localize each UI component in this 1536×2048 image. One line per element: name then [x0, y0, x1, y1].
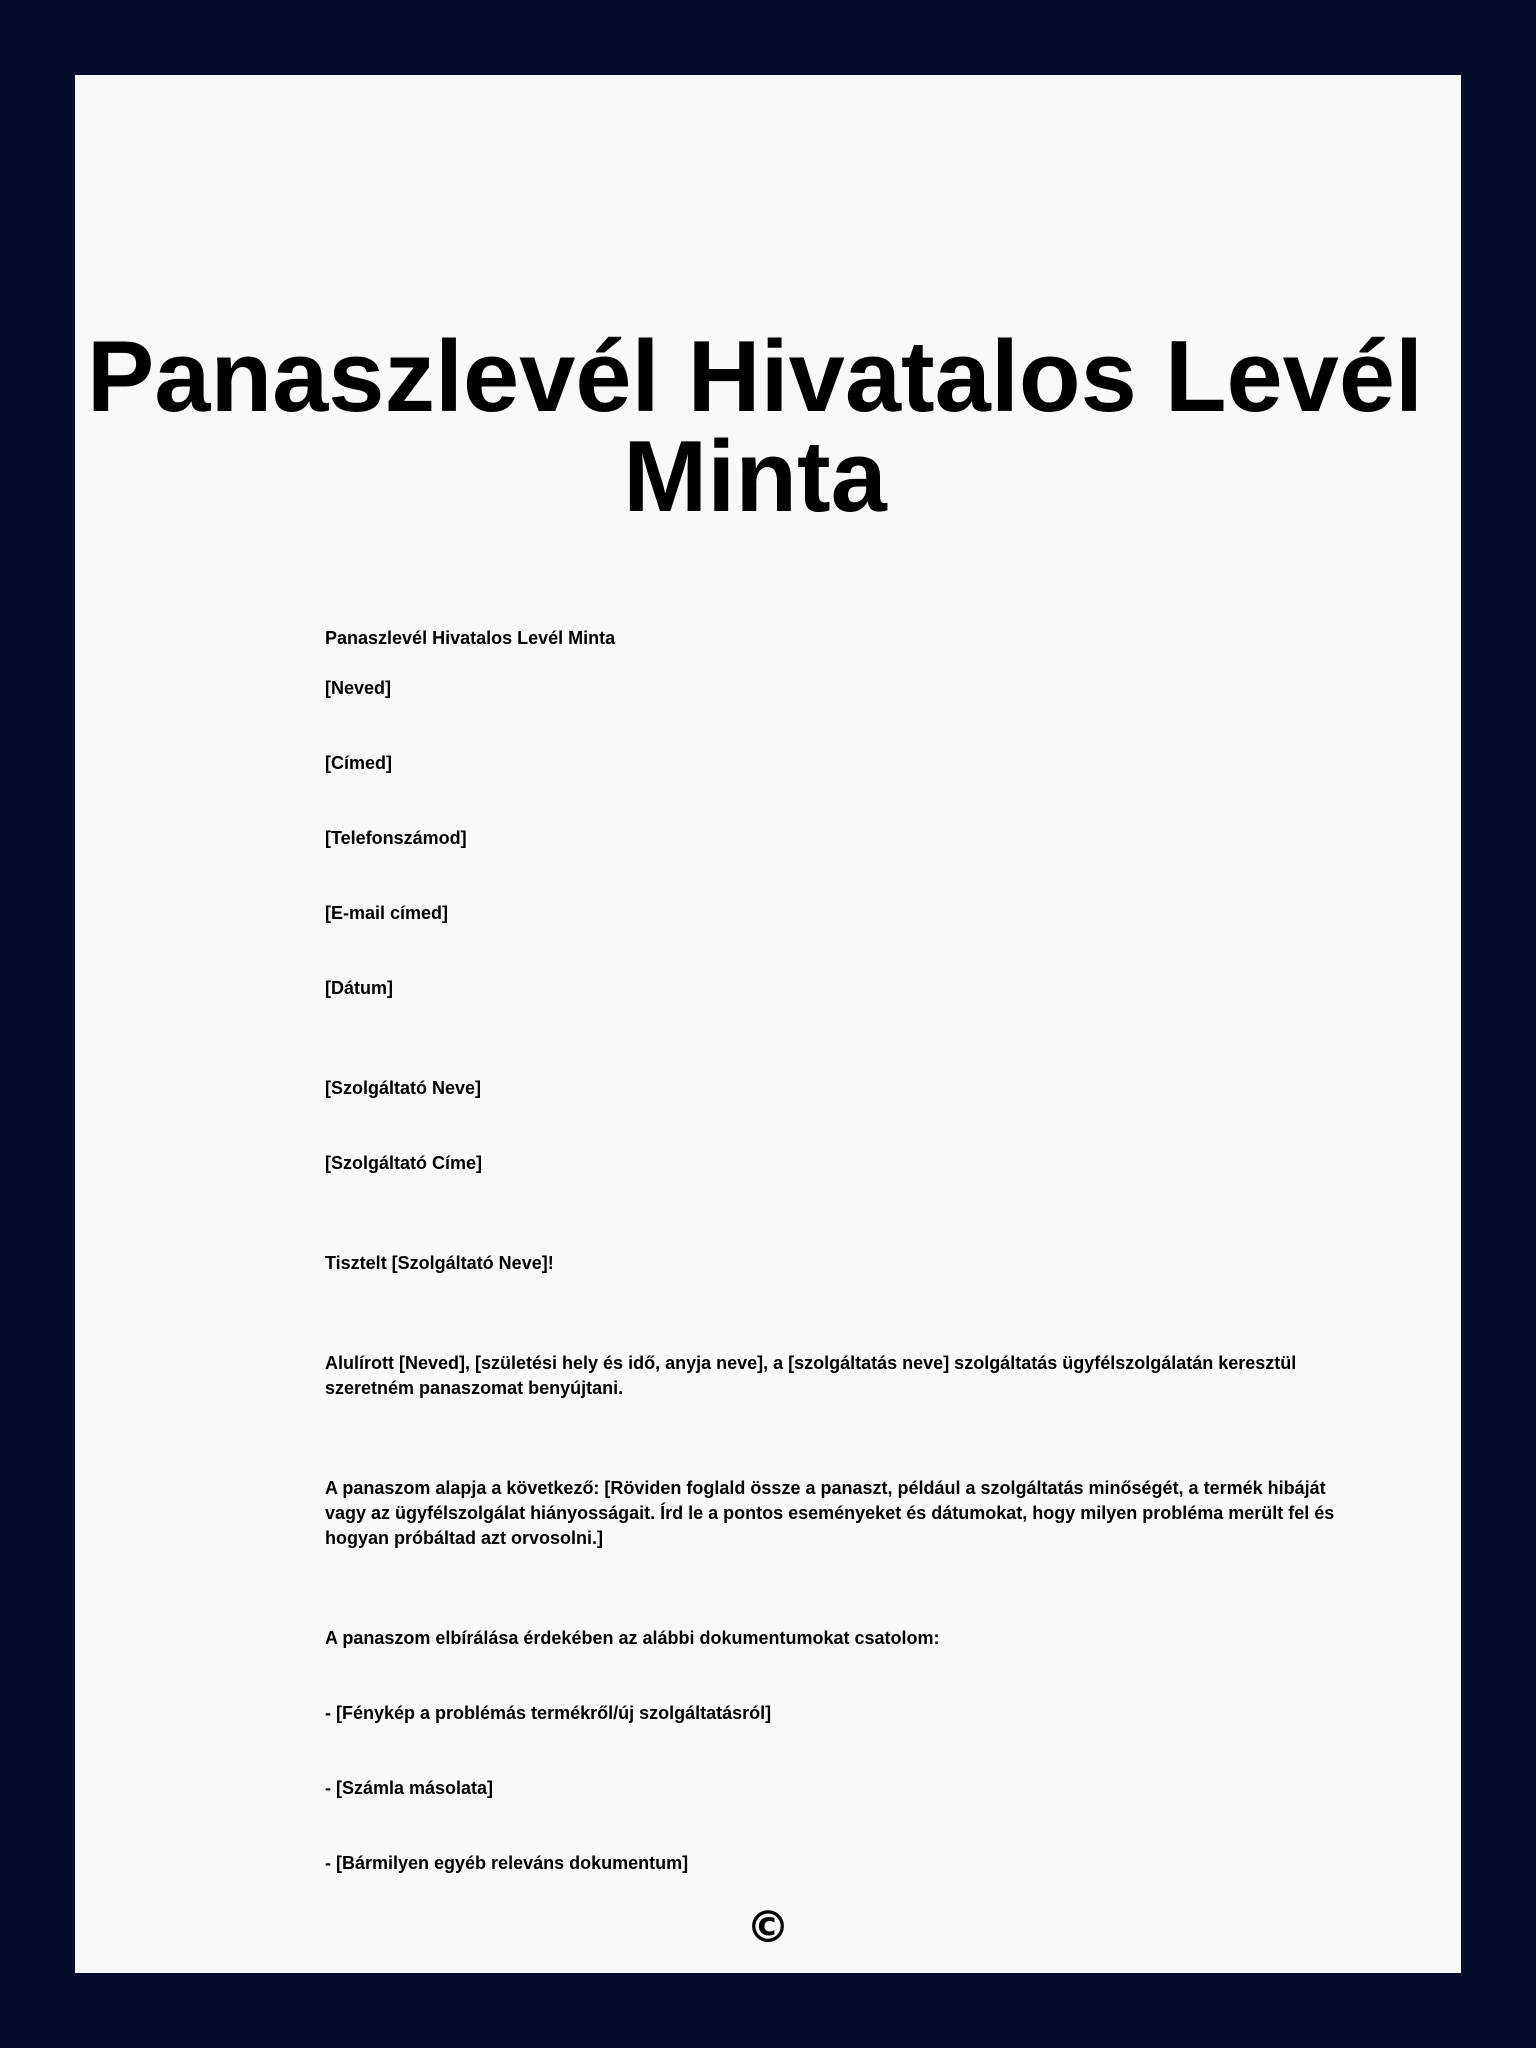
letter-body [325, 626, 1335, 1876]
salutation: Tisztelt [Szolgáltató Neve]! [325, 1253, 554, 1273]
sender-name: [Neved] [325, 678, 392, 698]
page-title: Panaszlevél Hivatalos Levél Minta [86, 321, 1424, 533]
letter-heading: Panaszlevél Hivatalos Levél Minta [325, 628, 616, 648]
recipient-address: [Szolgáltató Címe] [325, 1153, 483, 1173]
attachment-item: - [Fénykép a problémás termékről/új szolgáltatásról] [325, 1703, 772, 1723]
sender-address: [Címed] [325, 753, 392, 773]
paragraph-intro: Alulírott [Neved], [születési hely és idő, anyja neve], a [szolgáltatás neve] szolgáltatás ügyfélszolgálatán keresztül szeretném panaszomat benyújtani. [325, 1353, 1297, 1398]
attachment-item: - [Számla másolata] [325, 1778, 494, 1798]
copyright-icon: © [746, 1902, 790, 1953]
letter-date: [Dátum] [325, 978, 393, 998]
attachment-item: - [Bármilyen egyéb releváns dokumentum] [325, 1853, 689, 1873]
document-page [75, 75, 1461, 1973]
paragraph-complaint: A panaszom alapja a következő: [Röviden foglald össze a panaszt, például a szolgáltatás minőségét, a termék hibáját vagy az ügyfélszolgálat hiányosságait. Írd le a pontos eseményeket és dátumokat, hogy milyen probléma merült fel és hogyan próbáltad azt orvosolni.] [325, 1478, 1335, 1548]
sender-email: [E-mail címed] [325, 903, 449, 923]
paragraph-attachments-intro: A panaszom elbírálása érdekében az alábbi dokumentumokat csatolom: [325, 1628, 940, 1648]
recipient-name: [Szolgáltató Neve] [325, 1078, 482, 1098]
sender-phone: [Telefonszámod] [325, 828, 467, 848]
